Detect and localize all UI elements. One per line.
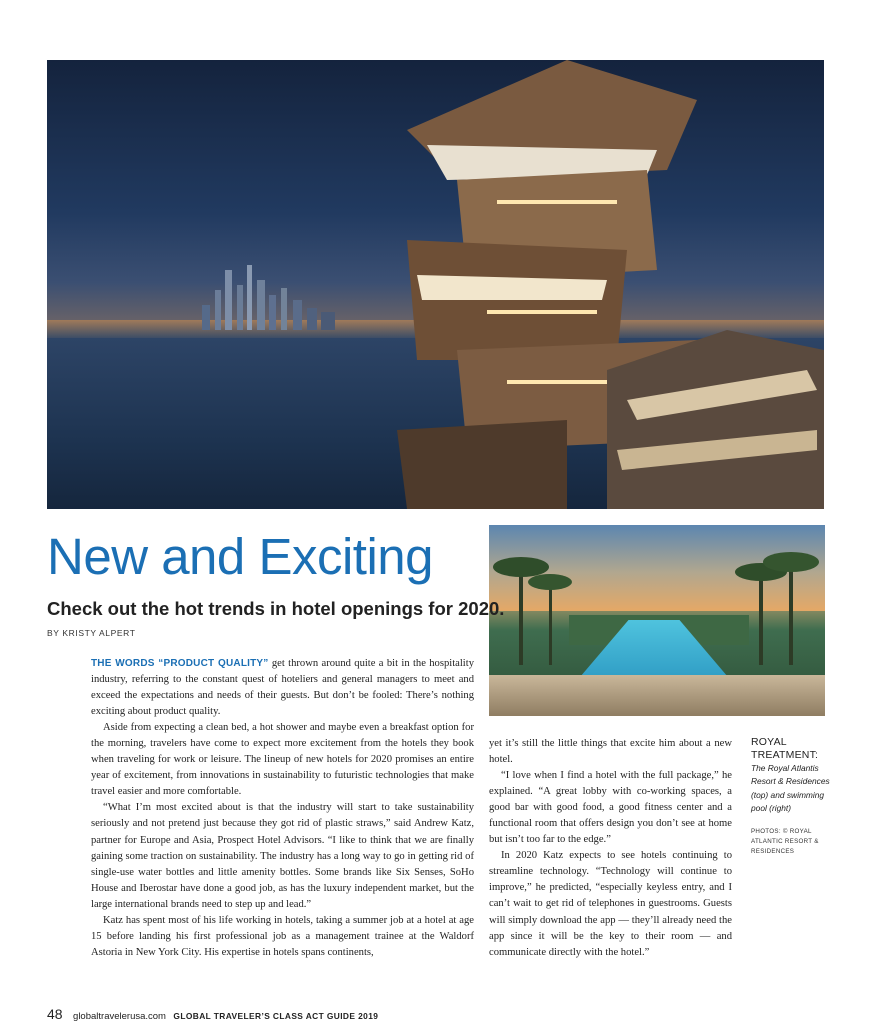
photo-caption <box>751 736 831 857</box>
publication-name: GLOBAL TRAVELER’S CLASS ACT GUIDE 2019 <box>173 1011 379 1021</box>
article-column-left <box>91 656 474 961</box>
hero-photo <box>47 60 824 509</box>
pool-photo <box>489 525 825 716</box>
site-url: globaltravelerusa.com <box>73 1011 166 1022</box>
article-title: New and Exciting <box>47 528 434 585</box>
page-number: 48 <box>47 1006 63 1022</box>
paragraph-4: Katz has spent most of his life working in hotels, taking a summer job at a hotel at age 15 before landing his first professional job as a management trainee at the Waldorf Astoria in New York City. His expertise in hotels spans continents, <box>91 914 474 958</box>
byline: BY KRISTY ALPERT <box>47 628 136 638</box>
article-column-right <box>489 736 732 961</box>
caption-heading: ROYAL TREATMENT: <box>751 736 819 761</box>
paragraph-7: In 2020 Katz expects to see hotels continuing to streamline technology. “Technology will continue to improve,” he predicted, “especially keyless entry, and I can’t wait to get rid of telephones in guestrooms. Guests will simply download the app — they’ll already need the app since it will be the key to their room — and communicate directly with the hotel.” <box>489 850 732 958</box>
paragraph-1-text: get thrown around quite a bit in the hospitality industry, referring to the constant quest of hoteliers and general managers to meet and exceed the expectations and needs of their guests. But don’t be fooled: There’s nothing exciting about product quality. <box>91 658 474 718</box>
paragraph-2: Aside from expecting a clean bed, a hot shower and maybe even a breakfast option for the morning, travelers have come to expect more excitement from the hotels they book when traveling for work or leisure. The lineup of new hotels for 2020 promises an entire year of excitement, from innovations in sustainability to futuristic technologies that make travel easier and more comfortable. <box>91 722 474 798</box>
paragraph-1 <box>91 656 474 720</box>
caption-body: The Royal Atlantis Resort & Residences (top) and swimming pool (right) <box>751 763 830 813</box>
article-subtitle: Check out the hot trends in hotel openings for 2020. <box>47 598 505 619</box>
paragraph-5: yet it’s still the little things that excite him about a new hotel. <box>489 738 732 766</box>
page-footer <box>47 1006 378 1024</box>
photo-credit: PHOTOS: © ROYAL ATLANTIC RESORT & RESIDENCES <box>751 828 819 856</box>
paragraph-3: “What I’m most excited about is that the industry will start to take sustainability seriously and not pretend just because they got rid of plastic straws,” said Andrew Katz, partner for Europe and Asia, Prospect Hotel Advisors. “I like to think that we are finally gaining some traction on sustainability. The industry has a long way to go in getting rid of single-use water bottles and little amenity bottles. Some brands like Six Senses, SoHo House and Iberostar have done a good job, as has the luxury independent market, but the large international brands need to step up and lead.” <box>91 802 474 910</box>
resort-buildings-graphic <box>607 310 824 509</box>
paragraph-6: “I love when I find a hotel with the full package,” he explained. “A great lobby with co-working spaces, a good bar with good food, a good fitness center and a functional room that offers design you don’t see at home but isn’t too far to the edge.” <box>489 770 732 846</box>
lead-in: THE WORDS “PRODUCT QUALITY” <box>91 658 269 669</box>
city-skyline-graphic <box>197 260 347 330</box>
